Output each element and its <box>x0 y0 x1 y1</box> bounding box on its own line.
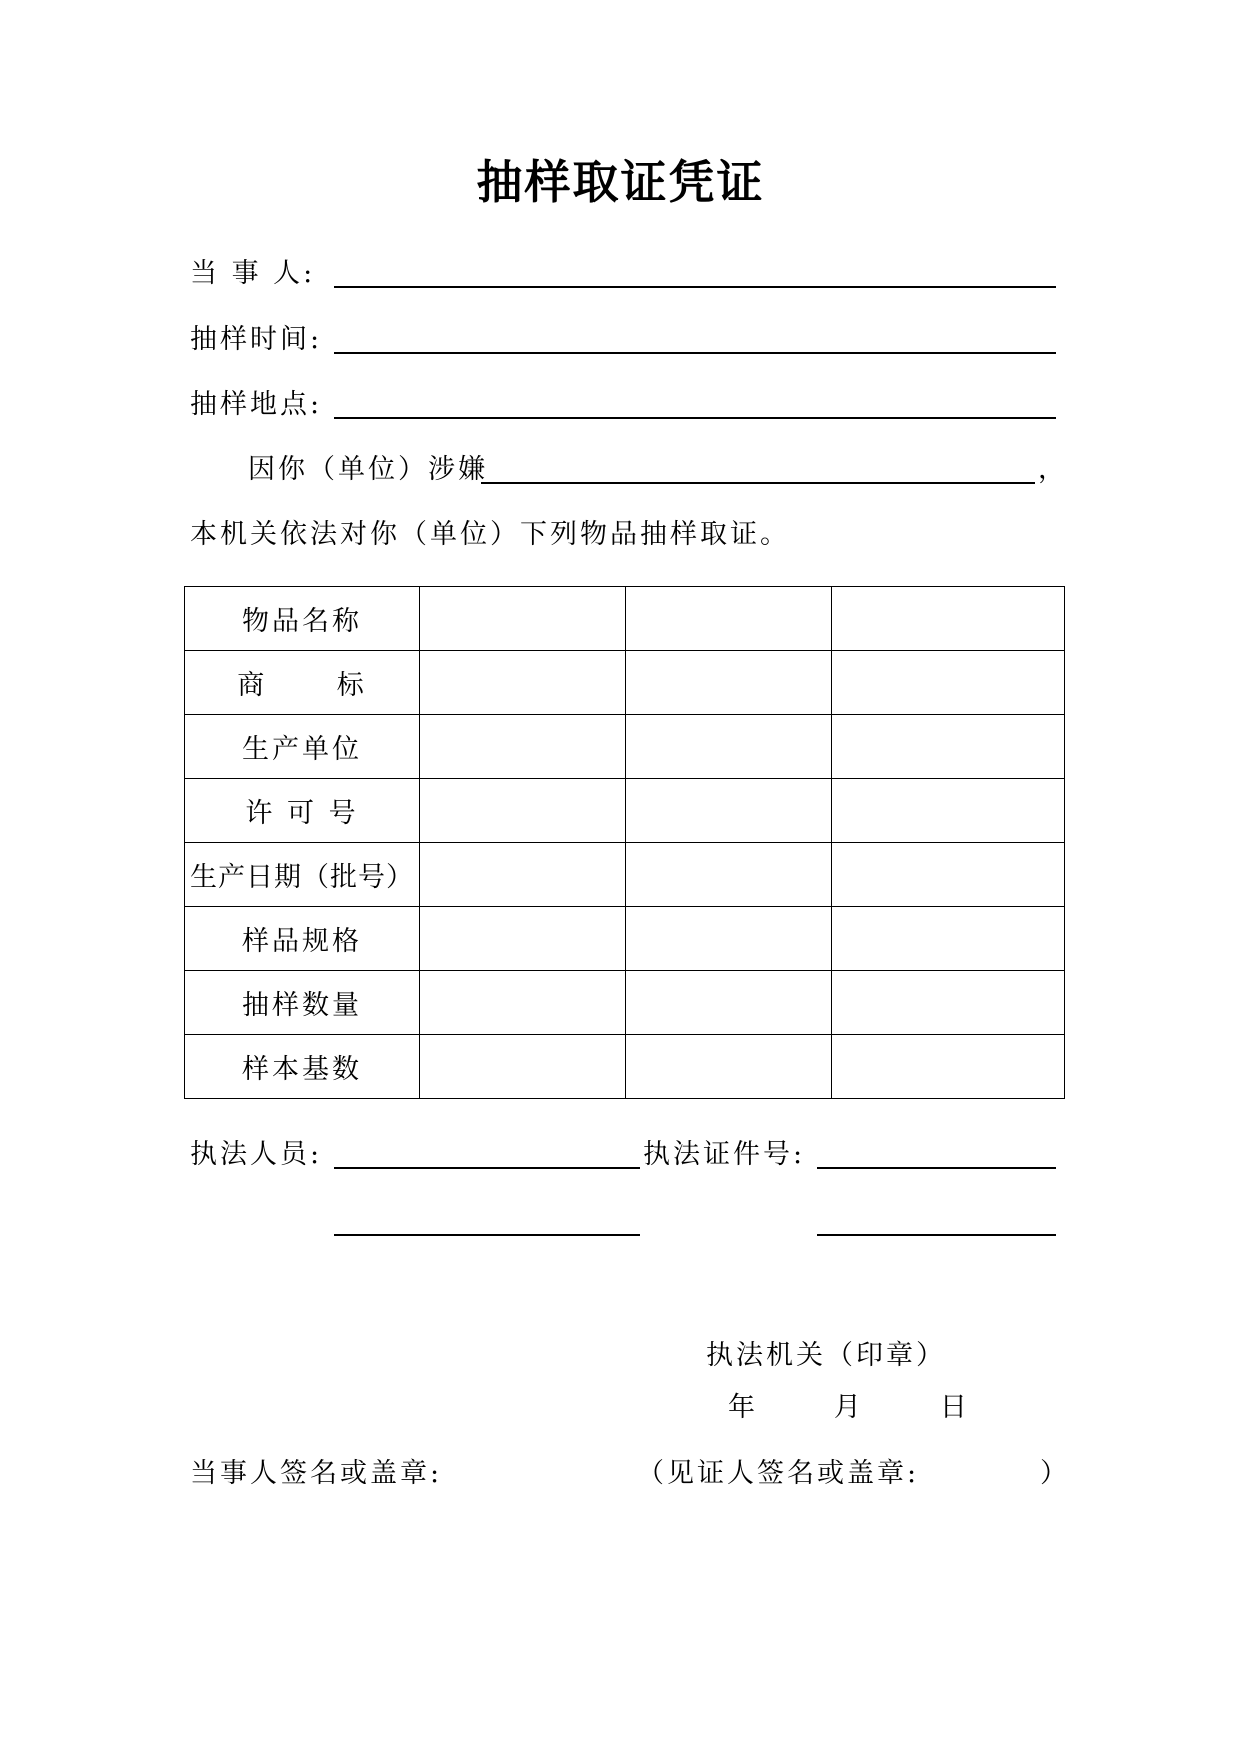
table-cell[interactable] <box>832 1035 1065 1099</box>
table-cell[interactable] <box>626 843 832 907</box>
table-row <box>185 1035 1065 1099</box>
row-label-manufacturer: 生产单位 <box>185 715 420 779</box>
table-cell[interactable] <box>626 1035 832 1099</box>
table-cell[interactable] <box>420 715 626 779</box>
sampling-place-underline <box>334 417 1056 419</box>
table-cell[interactable] <box>626 907 832 971</box>
sampling-place-field[interactable] <box>334 383 1056 417</box>
suspected-violation-underline <box>481 482 1035 484</box>
row-label-sample-base: 样本基数 <box>185 1035 420 1099</box>
table-cell[interactable] <box>420 779 626 843</box>
sampling-place-label: 抽样地点: <box>190 389 323 420</box>
document-title: 抽样取证凭证 <box>476 155 765 209</box>
sampling-time-underline <box>334 352 1056 354</box>
table-cell[interactable] <box>626 587 832 651</box>
table-row <box>185 779 1065 843</box>
table-cell[interactable] <box>626 971 832 1035</box>
suspected-suffix: ， <box>1038 454 1068 485</box>
table-cell[interactable] <box>832 971 1065 1035</box>
sample-table-body <box>185 587 1065 1099</box>
suspected-prefix: 因你（单位）涉嫌 <box>248 454 488 485</box>
row-label-license-no: 许 可 号 <box>185 779 420 843</box>
table-cell[interactable] <box>420 1035 626 1099</box>
party-signature-label: 当事人签名或盖章: <box>190 1458 443 1489</box>
date-label: 年 月 日 <box>728 1392 973 1423</box>
table-cell[interactable] <box>420 907 626 971</box>
row-label-trademark: 商 标 <box>185 651 420 715</box>
cert-underline-2 <box>817 1234 1056 1236</box>
staff-underline-1 <box>334 1167 640 1169</box>
sample-table <box>184 586 1065 1099</box>
row-label-sample-spec: 样品规格 <box>185 907 420 971</box>
table-row <box>185 971 1065 1035</box>
table-cell[interactable] <box>420 651 626 715</box>
party-underline <box>334 286 1056 288</box>
table-cell[interactable] <box>832 907 1065 971</box>
witness-signature-label: （见证人签名或盖章: <box>637 1458 920 1489</box>
table-cell[interactable] <box>420 587 626 651</box>
table-cell[interactable] <box>420 971 626 1035</box>
statement-text: 本机关依法对你（单位）下列物品抽样取证。 <box>190 519 790 550</box>
table-cell[interactable] <box>626 715 832 779</box>
staff-underline-2 <box>334 1234 640 1236</box>
table-row <box>185 843 1065 907</box>
staff-field-1[interactable] <box>334 1133 640 1167</box>
staff-label: 执法人员: <box>190 1139 323 1170</box>
table-cell[interactable] <box>832 779 1065 843</box>
table-row <box>185 651 1065 715</box>
table-cell[interactable] <box>832 587 1065 651</box>
witness-signature-close: ） <box>1040 1458 1070 1489</box>
agency-seal-label: 执法机关（印章） <box>706 1340 946 1371</box>
table-row <box>185 715 1065 779</box>
sampling-time-field[interactable] <box>334 318 1056 352</box>
cert-underline-1 <box>817 1167 1056 1169</box>
party-field[interactable] <box>334 252 1056 286</box>
cert-field-2[interactable] <box>817 1200 1056 1234</box>
table-cell[interactable] <box>626 651 832 715</box>
table-cell[interactable] <box>626 779 832 843</box>
table-cell[interactable] <box>832 843 1065 907</box>
cert-field-1[interactable] <box>817 1133 1056 1167</box>
cert-label: 执法证件号: <box>643 1139 806 1170</box>
table-cell[interactable] <box>420 843 626 907</box>
sampling-time-label: 抽样时间: <box>190 324 323 355</box>
row-label-item-name: 物品名称 <box>185 587 420 651</box>
row-label-production-date: 生产日期（批号） <box>185 843 420 907</box>
table-cell[interactable] <box>832 715 1065 779</box>
row-label-sample-quantity: 抽样数量 <box>185 971 420 1035</box>
suspected-violation-field[interactable] <box>481 448 1035 482</box>
table-cell[interactable] <box>832 651 1065 715</box>
table-row <box>185 587 1065 651</box>
table-row <box>185 907 1065 971</box>
party-label: 当 事 人: <box>190 258 316 289</box>
staff-field-2[interactable] <box>334 1200 640 1234</box>
